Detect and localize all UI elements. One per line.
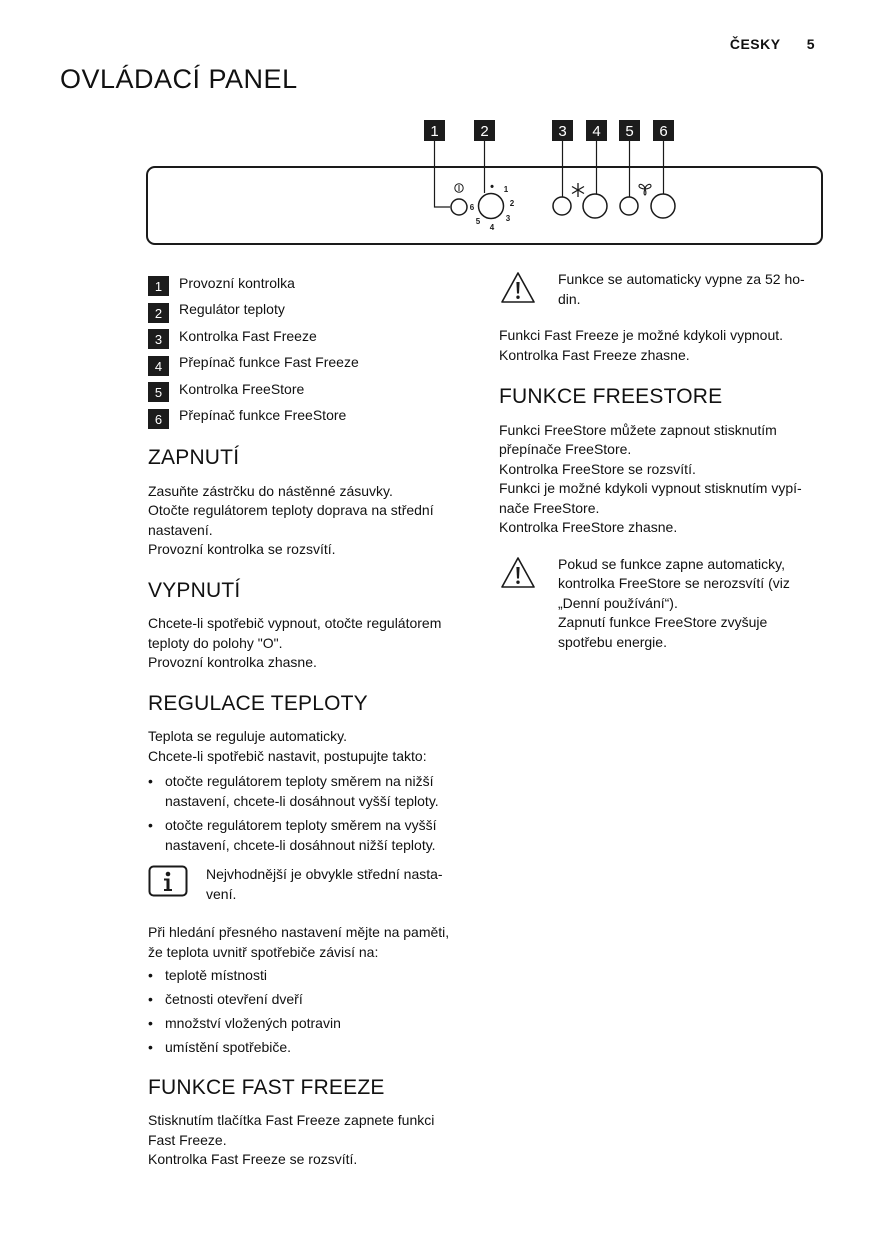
- marker-6-label: 6: [659, 123, 668, 140]
- marker-5-label: 5: [625, 123, 634, 140]
- dial-mark-off: •: [490, 181, 494, 193]
- factors-intro: [148, 923, 468, 962]
- legend-item: [148, 270, 468, 297]
- snowflake-icon: [572, 183, 584, 197]
- legend-number: 1: [148, 276, 169, 296]
- legend-number: 2: [148, 303, 169, 323]
- marker-2-label: 2: [480, 123, 489, 140]
- fast-freeze-warning: [499, 270, 819, 309]
- warning-text: [558, 555, 790, 653]
- text-line: teploty do polohy "O".: [148, 634, 283, 651]
- heading-fast-freeze: FUNKCE FAST FREEZE: [148, 1075, 385, 1099]
- legend-number: 5: [148, 382, 169, 402]
- dial-mark-6: 6: [469, 203, 475, 212]
- text-line: Fast Freeze.: [148, 1131, 227, 1148]
- text-line: Stisknutím tlačítka Fast Freeze zapnete funkci: [148, 1112, 435, 1128]
- power-icon: [455, 184, 463, 192]
- text-line: Pokud se funkce zapne automaticky,: [558, 555, 785, 572]
- text-line: Funkci Fast Freeze je možné kdykoli vypnout.: [499, 327, 784, 343]
- warning-icon: [499, 270, 537, 306]
- fast-freeze-indicator-light: [553, 197, 571, 215]
- text-line: din.: [558, 290, 581, 307]
- marker-3: [552, 120, 573, 141]
- heading-regulace-teploty: REGULACE TEPLOTY: [148, 691, 368, 715]
- info-note-text: [206, 865, 443, 904]
- legend-list: [148, 270, 468, 429]
- dial-mark-2: 2: [509, 199, 515, 208]
- heading-vypnuti: VYPNUTÍ: [148, 578, 241, 602]
- warning-icon: [499, 555, 537, 591]
- right-column: [499, 270, 819, 652]
- page-title: OVLÁDACÍ PANEL: [60, 64, 298, 94]
- text-line: Chcete-li spotřebič vypnout, otočte regulátorem: [148, 615, 442, 631]
- fast-freeze-switch: [583, 194, 607, 218]
- regulace-intro: [148, 727, 468, 766]
- legend-label: Přepínač funkce Fast Freeze: [179, 354, 359, 370]
- legend-number: 4: [148, 356, 169, 376]
- legend-item: [148, 403, 468, 430]
- legend-label: Kontrolka FreeStore: [179, 380, 305, 397]
- text-line: Kontrolka FreeStore se rozsvítí.: [499, 460, 696, 477]
- left-column: [148, 270, 468, 1170]
- freestore-warning: [499, 555, 819, 653]
- dial-mark-5: 5: [475, 217, 481, 226]
- page-number: 5: [806, 36, 815, 52]
- text-line: Funkci je možné kdykoli vypnout stisknutím vypí-: [499, 480, 802, 496]
- warning-text: [558, 270, 805, 309]
- freestore-switch: [651, 194, 675, 218]
- text-line: nastavení.: [148, 521, 213, 538]
- bullet-item: • otočte regulátorem teploty směrem na nižší nastavení, chcete-li dosáhnout vyšší teploty.: [148, 772, 468, 811]
- heading-freestore: FUNKCE FREESTORE: [499, 385, 723, 408]
- marker-3-label: 3: [558, 123, 567, 140]
- regulace-bullets: [148, 772, 468, 855]
- legend-item: [148, 323, 468, 350]
- text-line: nače FreeStore.: [499, 499, 600, 516]
- marker-5: [619, 120, 640, 141]
- fan-icon: [639, 184, 651, 195]
- dial-mark-3: 3: [505, 214, 511, 223]
- marker-4-label: 4: [592, 123, 601, 140]
- text-line: Kontrolka FreeStore zhasne.: [499, 519, 678, 535]
- heading-zapnuti: ZAPNUTÍ: [148, 446, 240, 469]
- text-line: Zasuňte zástrčku do nástěnné zásuvky.: [148, 482, 393, 499]
- text-line: Zapnutí funkce FreeStore zvyšuje: [558, 614, 768, 630]
- text-line: „Denní používání“).: [558, 594, 678, 611]
- temperature-dial: [479, 194, 504, 219]
- legend-item: [148, 376, 468, 403]
- bullet-item: • četnosti otevření dveří: [148, 990, 468, 1010]
- text-line: Při hledání přesného nastavení mějte na paměti,: [148, 924, 450, 940]
- text-line: Provozní kontrolka zhasne.: [148, 654, 317, 670]
- text-line: vení.: [206, 885, 237, 902]
- text-line: přepínače FreeStore.: [499, 441, 632, 457]
- text-line: že teplota uvnitř spotřebiče závisí na:: [148, 943, 379, 960]
- legend-label: Přepínač funkce FreeStore: [179, 407, 347, 423]
- text-line: Chcete-li spotřebič nastavit, postupujte takto:: [148, 747, 427, 764]
- marker-6: [653, 120, 674, 141]
- legend-label: Provozní kontrolka: [179, 274, 295, 291]
- legend-label: Kontrolka Fast Freeze: [179, 327, 317, 344]
- text-line: Nejvhodnější je obvykle střední nasta-: [206, 866, 443, 882]
- info-icon: [148, 865, 188, 897]
- legend-item: [148, 350, 468, 377]
- vypnuti-text: [148, 614, 468, 673]
- bullet-item: • umístění spotřebiče.: [148, 1038, 468, 1058]
- factors-list: [148, 966, 468, 1058]
- marker-1-label: 1: [430, 123, 439, 140]
- dial-mark-1: 1: [503, 185, 509, 194]
- fast-freeze-off-text: [499, 326, 819, 365]
- zapnuti-text: [148, 482, 468, 560]
- legend-label: Regulátor teploty: [179, 301, 285, 317]
- dial-mark-4: 4: [489, 223, 495, 232]
- legend-item: [148, 297, 468, 324]
- marker-2: [474, 120, 495, 141]
- bullet-item: • teplotě místnosti: [148, 966, 468, 986]
- power-indicator-light: [451, 199, 467, 215]
- text-line: Funkce se automaticky vypne za 52 ho-: [558, 271, 805, 287]
- control-panel-diagram: [0, 0, 875, 260]
- language-label: ČESKY: [729, 36, 781, 52]
- freestore-text: [499, 421, 819, 538]
- fast-freeze-text: [148, 1111, 468, 1170]
- marker-4: [586, 120, 607, 141]
- text-line: Kontrolka Fast Freeze se rozsvítí.: [148, 1151, 358, 1167]
- marker-1: [424, 120, 445, 141]
- text-line: spotřebu energie.: [558, 633, 667, 650]
- bullet-item: • otočte regulátorem teploty směrem na vyšší nastavení, chcete-li dosáhnout nižší teploty.: [148, 816, 468, 855]
- text-line: Otočte regulátorem teploty doprava na střední: [148, 502, 434, 518]
- text-line: Provozní kontrolka se rozsvítí.: [148, 541, 336, 557]
- text-line: kontrolka FreeStore se nerozsvítí (viz: [558, 575, 790, 591]
- text-line: Teplota se reguluje automaticky.: [148, 728, 347, 744]
- info-note: [148, 865, 468, 904]
- freestore-indicator-light: [620, 197, 638, 215]
- legend-number: 3: [148, 329, 169, 349]
- legend-number: 6: [148, 409, 169, 429]
- text-line: Kontrolka Fast Freeze zhasne.: [499, 346, 690, 363]
- bullet-item: • množství vložených potravin: [148, 1014, 468, 1034]
- text-line: Funkci FreeStore můžete zapnout stisknutím: [499, 421, 777, 438]
